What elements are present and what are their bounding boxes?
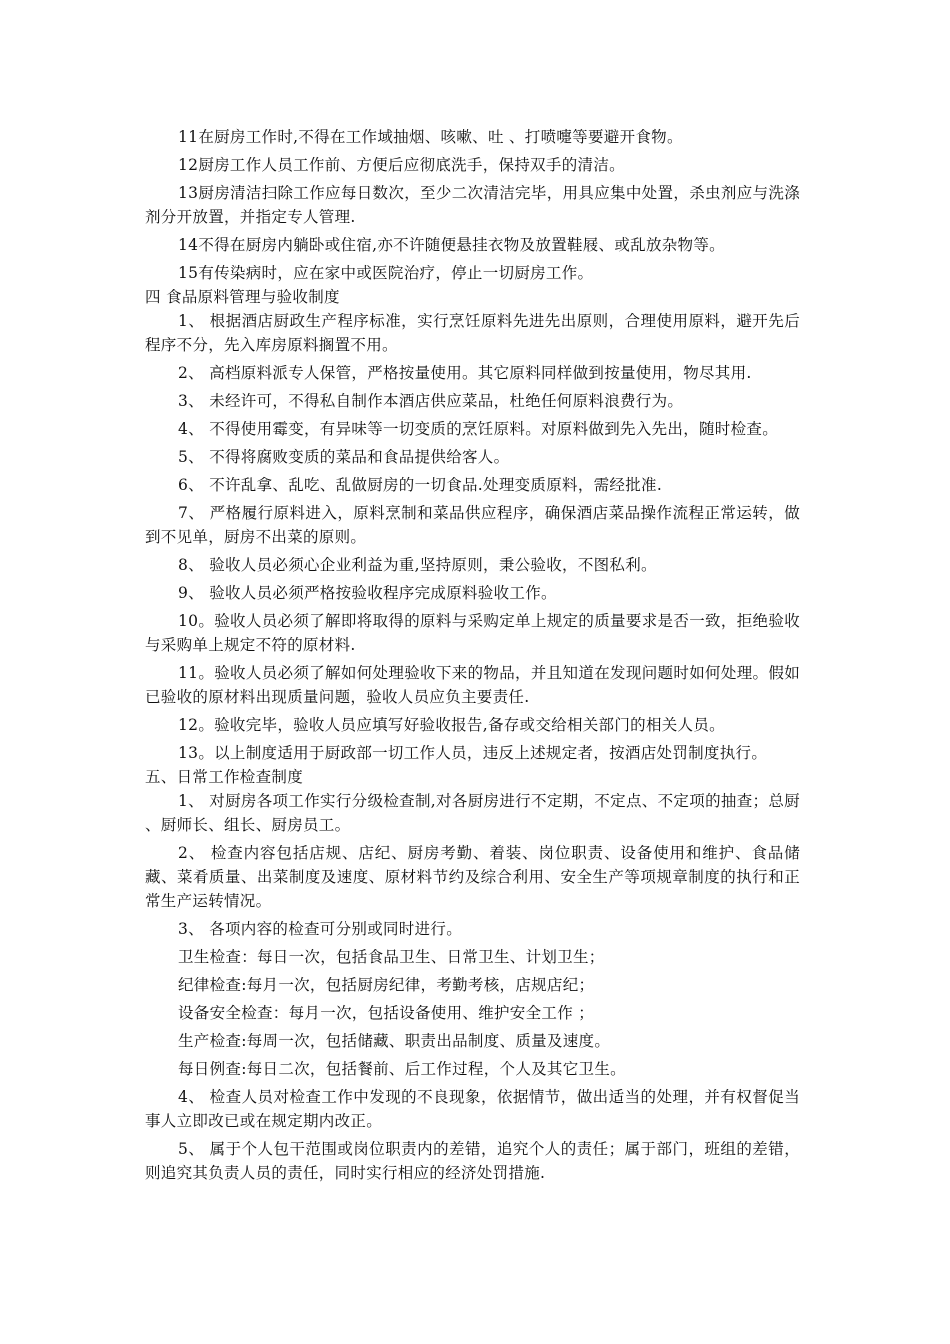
s5-item-1: 1、 对厨房各项工作实行分级检查制,对各厨房进行不定期，不定点、不定项的抽查；总厨 、厨师长、组长、厨房员工。 bbox=[145, 792, 800, 834]
check-hygiene: 卫生检查：每日一次，包括食品卫生、日常卫生、计划卫生； bbox=[178, 948, 605, 966]
s5-item-3: 3、 各项内容的检查可分别或同时进行。 bbox=[178, 920, 462, 938]
rule-15: 15有传染病时，应在家中或医院治疗，停止一切厨房工作。 bbox=[178, 264, 594, 282]
s4-item-6: 6、 不许乱拿、乱吃、乱做厨房的一切食品.处理变质原料，需经批准. bbox=[178, 476, 663, 494]
check-daily: 每日例查:每日二次，包括餐前、后工作过程，个人及其它卫生。 bbox=[178, 1060, 626, 1078]
rule-11: 11在厨房工作时,不得在工作域抽烟、咳嗽、吐 、打喷嚏等要避开食物。 bbox=[178, 128, 683, 146]
s4-item-8: 8、 验收人员必须心企业利益为重,坚持原则，秉公验收，不图私利。 bbox=[178, 556, 657, 574]
rule-14: 14不得在厨房内躺卧或住宿,亦不许随便悬挂衣物及放置鞋屐、或乱放杂物等。 bbox=[178, 236, 725, 254]
s5-item-5: 5、 属于个人包干范围或岗位职责内的差错，追究个人的责任；属于部门，班组的差错，则追究其负责人员的责任，同时实行相应的经济处罚措施. bbox=[145, 1140, 800, 1182]
check-equipment-safety: 设备安全检查：每月一次，包括设备使用、维护安全工作 ； bbox=[178, 1004, 595, 1022]
s4-item-5: 5、 不得将腐败变质的菜品和食品提供给客人。 bbox=[178, 448, 510, 466]
s4-item-3: 3、 未经许可，不得私自制作本酒店供应菜品，杜绝任何原料浪费行为。 bbox=[178, 392, 684, 410]
section-4-heading: 四 食品原料管理与验收制度 bbox=[145, 288, 340, 306]
s5-item-2: 2、 检查内容包括店规、店纪、厨房考勤、着装、岗位职责、设备使用和维护、食品储藏、菜肴质量、出菜制度及速度、原材料节约及综合利用、安全生产等项规章制度的执行和正常生产运转情况。 bbox=[145, 844, 800, 910]
check-production: 生产检查:每周一次，包括储藏、职责出品制度、质量及速度。 bbox=[178, 1032, 611, 1050]
rule-12: 12厨房工作人员工作前、方便后应彻底洗手，保持双手的清洁。 bbox=[178, 156, 625, 174]
s4-item-12: 12。验收完毕，验收人员应填写好验收报告,备存或交给相关部门的相关人员。 bbox=[178, 716, 725, 734]
rule-13: 13厨房清洁扫除工作应每日数次，至少二次清洁完毕，用具应集中处置，杀虫剂应与洗涤剂分开放置，并指定专人管理. bbox=[145, 184, 800, 226]
s4-item-10: 10。验收人员必须了解即将取得的原料与采购定单上规定的质量要求是否一致，拒绝验收与采购单上规定不符的原材料. bbox=[145, 612, 800, 654]
check-discipline: 纪律检查:每月一次，包括厨房纪律，考勤考核，店规店纪； bbox=[178, 976, 595, 994]
s4-item-1: 1、 根据酒店厨政生产程序标准，实行烹饪原料先进先出原则，合理使用原料，避开先后程序不分，先入库房原料搁置不用。 bbox=[145, 312, 800, 354]
s4-item-2: 2、 高档原料派专人保管，严格按量使用。其它原料同样做到按量使用，物尽其用. bbox=[178, 364, 752, 382]
s4-item-9: 9、 验收人员必须严格按验收程序完成原料验收工作。 bbox=[178, 584, 557, 602]
section-5-heading: 五、日常工作检查制度 bbox=[145, 768, 304, 786]
s4-item-11: 11。验收人员必须了解如何处理验收下来的物品，并且知道在发现问题时如何处理。假如已验收的原材料出现质量问题，验收人员应负主要责任. bbox=[145, 664, 800, 706]
s4-item-13: 13。以上制度适用于厨政部一切工作人员，违反上述规定者，按酒店处罚制度执行。 bbox=[178, 744, 768, 762]
s4-item-4: 4、 不得使用霉变，有异味等一切变质的烹饪原料。对原料做到先入先出，随时检查。 bbox=[178, 420, 778, 438]
s5-item-4: 4、 检查人员对检查工作中发现的不良现象，依据情节，做出适当的处理，并有权督促当事人立即改已或在规定期内改正。 bbox=[145, 1088, 800, 1130]
s4-item-7: 7、 严格履行原料进入，原料烹制和菜品供应程序，确保酒店菜品操作流程正常运转，做到不见单，厨房不出菜的原则。 bbox=[145, 504, 800, 546]
